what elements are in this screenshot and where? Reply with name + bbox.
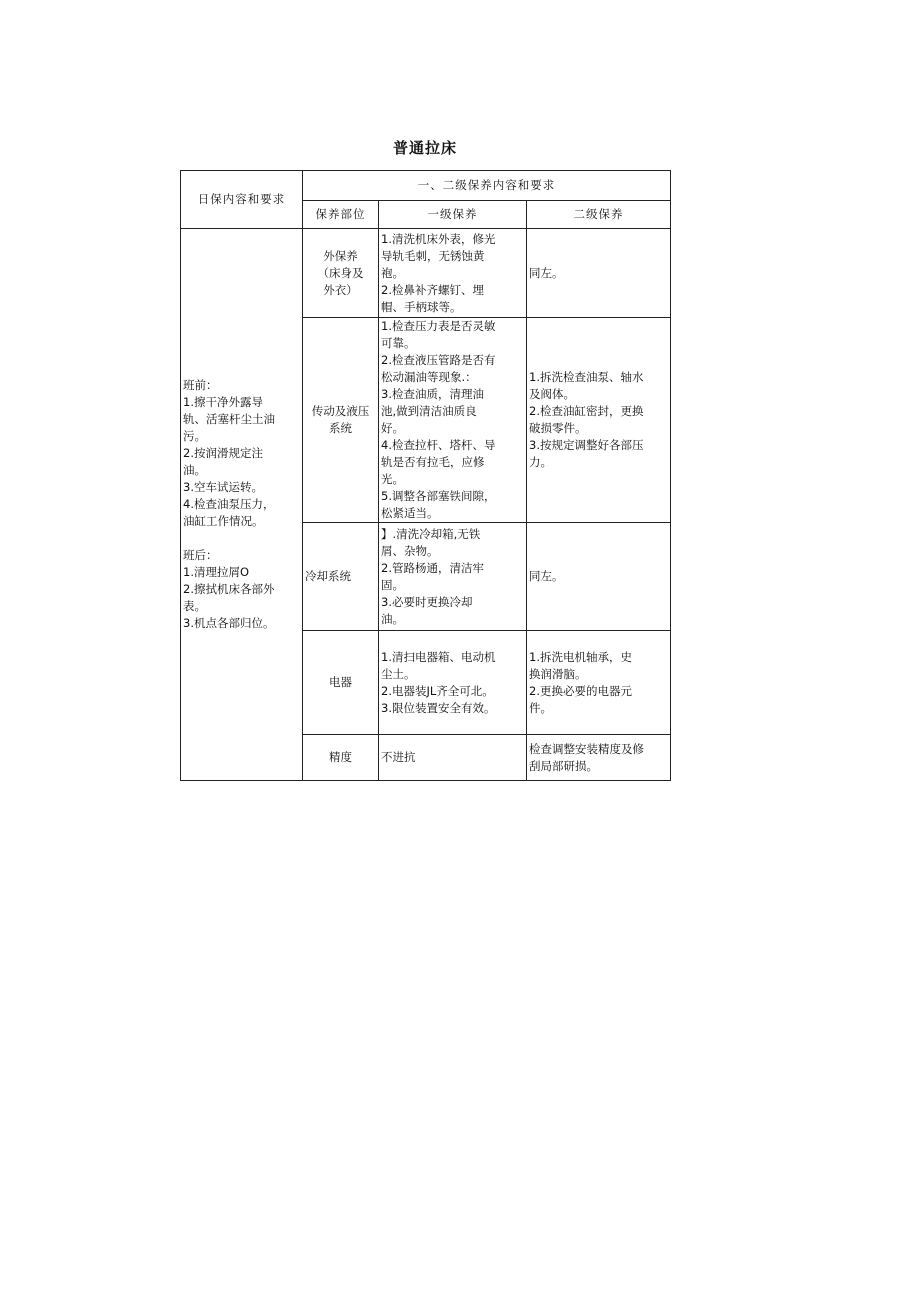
- daily-line: 3.空车试运转。: [183, 480, 263, 494]
- level1-line: 导轨毛刺，无锈蚀黄: [381, 248, 485, 263]
- level2-line: 同左。: [529, 569, 564, 583]
- level1-cell: [379, 229, 527, 318]
- part-line: 传动及液压: [311, 404, 370, 418]
- daily-line: 2.擦拭机床各部外: [183, 582, 275, 596]
- level1-line: 1.检查压力表是否灵敏: [381, 319, 496, 333]
- level2-line: 1.拆洗检查油泵、轴水: [529, 370, 644, 384]
- part-line: 冷却系统: [305, 569, 351, 583]
- daily-line: 班后：: [183, 548, 218, 562]
- level1-cell: [379, 631, 527, 735]
- level1-column-header: 一级保养: [379, 201, 527, 229]
- daily-line: 表。: [183, 599, 206, 613]
- level2-cell: [527, 229, 671, 318]
- level2-line: 3.按规定调整好各部压: [529, 438, 644, 452]
- level2-line: 同左。: [529, 265, 564, 280]
- level1-line: 尘土。: [381, 666, 416, 681]
- level1-line: 固。: [381, 577, 404, 592]
- level1-line: 】.清洗冷却箱,无铁: [381, 526, 481, 541]
- daily-line: 班前：: [183, 378, 218, 392]
- level2-line: 刮局部研损。: [529, 758, 598, 773]
- level2-column-header: 二级保养: [527, 201, 671, 229]
- level1-line: 光。: [381, 472, 404, 486]
- part-column-header: 保养部位: [303, 201, 379, 229]
- part-cell: [303, 631, 379, 735]
- level2-cell: [527, 631, 671, 735]
- level1-line: 3.检查油质，清理油: [381, 387, 484, 401]
- level1-line: 好。: [381, 421, 404, 435]
- level2-line: 及阀体。: [529, 387, 575, 401]
- part-cell: [303, 735, 379, 781]
- daily-line: 污。: [183, 429, 206, 443]
- level2-line: 2.更换必要的电器元: [529, 683, 632, 698]
- levels-header: 一、二级保养内容和要求: [303, 171, 671, 201]
- level1-line: 5.调整各部塞铁间隙，: [381, 489, 496, 503]
- part-cell: [303, 318, 379, 523]
- part-line: 系统: [329, 421, 352, 435]
- page-title: 普通拉床: [392, 139, 457, 157]
- level1-line: 池,做到清洁油质良: [381, 404, 477, 418]
- level2-cell: [527, 735, 671, 781]
- part-cell: [303, 523, 379, 631]
- level1-line: 轨是否有拉毛，应修: [381, 455, 485, 469]
- part-line: 外保养: [323, 248, 358, 263]
- part-line: 外衣）: [323, 282, 358, 297]
- level1-line: 松动漏油等现象.：: [381, 370, 477, 384]
- daily-line: 1.清理拉屑O: [183, 565, 250, 579]
- level1-line: 松紧适当。: [381, 506, 439, 520]
- level1-line: 3.必要时更换冷却: [381, 594, 473, 609]
- level1-line: 袍。: [381, 265, 404, 280]
- part-line: （床身及: [317, 265, 364, 280]
- level1-line: 1.清扫电器箱、电动机: [381, 649, 496, 664]
- daily-line: [183, 530, 300, 547]
- level2-line: 破损零件。: [529, 421, 587, 435]
- level1-line: 1.清洗机床外表，修光: [381, 231, 496, 246]
- daily-line: 1.擦干净外露导: [183, 395, 263, 409]
- level2-cell: [527, 523, 671, 631]
- level1-line: 屑、杂物。: [381, 543, 439, 558]
- level1-line: 2.管路杨通，清洁牢: [381, 560, 484, 575]
- level2-cell: [527, 318, 671, 523]
- part-line: 电器: [329, 675, 352, 689]
- level2-line: 2.检查油缸密封，更换: [529, 404, 644, 418]
- level1-cell: [379, 318, 527, 523]
- level1-line: 可靠。: [381, 336, 416, 350]
- daily-line: 2.按润滑规定注: [183, 446, 263, 460]
- part-line: 精度: [329, 750, 352, 764]
- level1-cell: [379, 735, 527, 781]
- level1-cell: [379, 523, 527, 631]
- level1-line: 2.电器装JL齐全可北。: [381, 683, 494, 698]
- maintenance-table: [180, 170, 671, 781]
- level1-line: 油。: [381, 611, 404, 626]
- daily-header: 日保内容和要求: [181, 171, 303, 229]
- daily-content-cell: [181, 229, 303, 781]
- level2-line: 换润滑脑。: [529, 666, 587, 681]
- level2-line: 1.拆洗电机轴承，史: [529, 649, 632, 664]
- level1-line: 2.检查液压管路是否有: [381, 353, 496, 367]
- level2-line: 件。: [529, 700, 552, 715]
- level2-line: 检查调整安装精度及修: [529, 741, 644, 756]
- level1-line: 3.限位装置安全有效。: [381, 700, 496, 715]
- part-cell: [303, 229, 379, 318]
- daily-line: 轨、活塞杆尘土油: [183, 412, 275, 426]
- level1-line: 不进抗: [381, 750, 416, 764]
- daily-line: 油。: [183, 463, 206, 477]
- daily-line: 3.机点各部归位。: [183, 616, 275, 630]
- level1-line: 2.检鼻补齐螺钉、埋: [381, 282, 484, 297]
- level2-line: 力。: [529, 455, 552, 469]
- table-row: [181, 229, 671, 318]
- level1-line: 4.检查拉杆、塔杆、导: [381, 438, 496, 452]
- daily-line: 4.检查油泵压力，: [183, 497, 275, 511]
- daily-line: 油缸工作情况。: [183, 514, 264, 528]
- level1-line: 帽、手柄球等。: [381, 299, 462, 314]
